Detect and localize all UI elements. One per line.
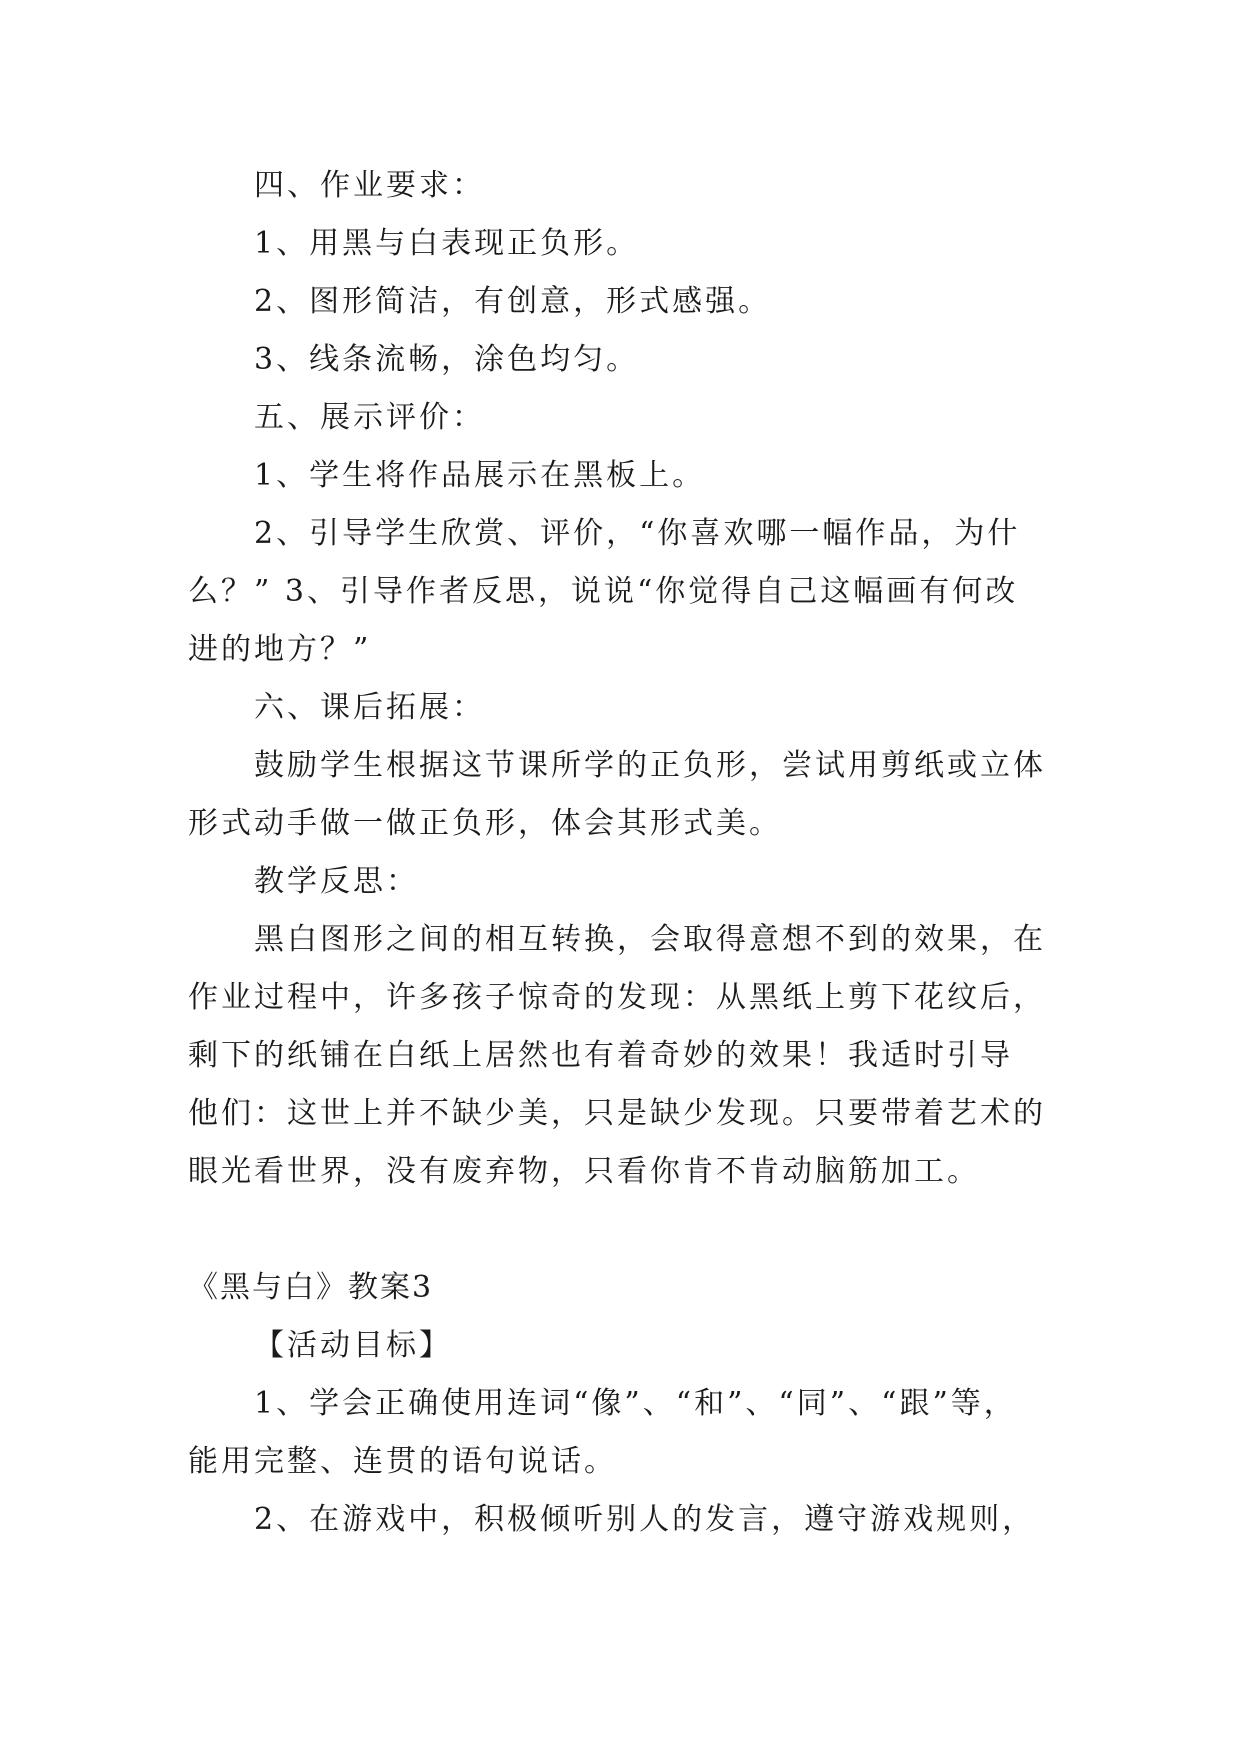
- paragraph-line: 剩下的纸铺在白纸上居然也有着奇妙的效果！我适时引导: [188, 1038, 1013, 1073]
- section-heading-extension: 六、课后拓展：: [254, 690, 485, 725]
- paragraph-line: 作业过程中，许多孩子惊奇的发现：从黑纸上剪下花纹后，: [188, 980, 1046, 1015]
- paragraph-line: 3、线条流畅，涂色均匀。: [254, 342, 640, 377]
- paragraph-line: 2、图形简洁，有创意，形式感强。: [254, 284, 772, 319]
- paragraph-line: 黑白图形之间的相互转换，会取得意想不到的效果，在: [254, 922, 1046, 957]
- paragraph-line: 能用完整、连贯的语句说话。: [188, 1444, 617, 1479]
- paragraph-line: 2、在游戏中，积极倾听别人的发言，遵守游戏规则，: [254, 1502, 1036, 1537]
- paragraph-line: 么？” 3、引导作者反思，说说“你觉得自己这幅画有何改: [188, 574, 1019, 609]
- paragraph-line: 他们：这世上并不缺少美，只是缺少发现。只要带着艺术的: [188, 1096, 1046, 1131]
- section-heading-homework: 四、作业要求：: [254, 168, 485, 203]
- paragraph-line: 2、引导学生欣赏、评价，“你喜欢哪一幅作品，为什: [254, 516, 1021, 551]
- section-heading-goals: 【活动目标】: [254, 1328, 452, 1363]
- paragraph-line: 1、学生将作品展示在黑板上。: [254, 458, 706, 493]
- document-title: 《黑与白》教案3: [188, 1270, 434, 1305]
- paragraph-line: 1、学会正确使用连词“像”、“和”、“同”、“跟”等，: [254, 1386, 1017, 1421]
- paragraph-line: 进的地方？”: [188, 632, 372, 667]
- section-heading-evaluation: 五、展示评价：: [254, 400, 485, 435]
- paragraph-line: 眼光看世界，没有废弃物，只看你肯不肯动脑筋加工。: [188, 1154, 980, 1189]
- paragraph-line: 形式动手做一做正负形，体会其形式美。: [188, 806, 782, 841]
- section-heading-reflection: 教学反思：: [254, 864, 419, 899]
- paragraph-line: 鼓励学生根据这节课所学的正负形，尝试用剪纸或立体: [254, 748, 1046, 783]
- paragraph-line: 1、用黑与白表现正负形。: [254, 226, 640, 261]
